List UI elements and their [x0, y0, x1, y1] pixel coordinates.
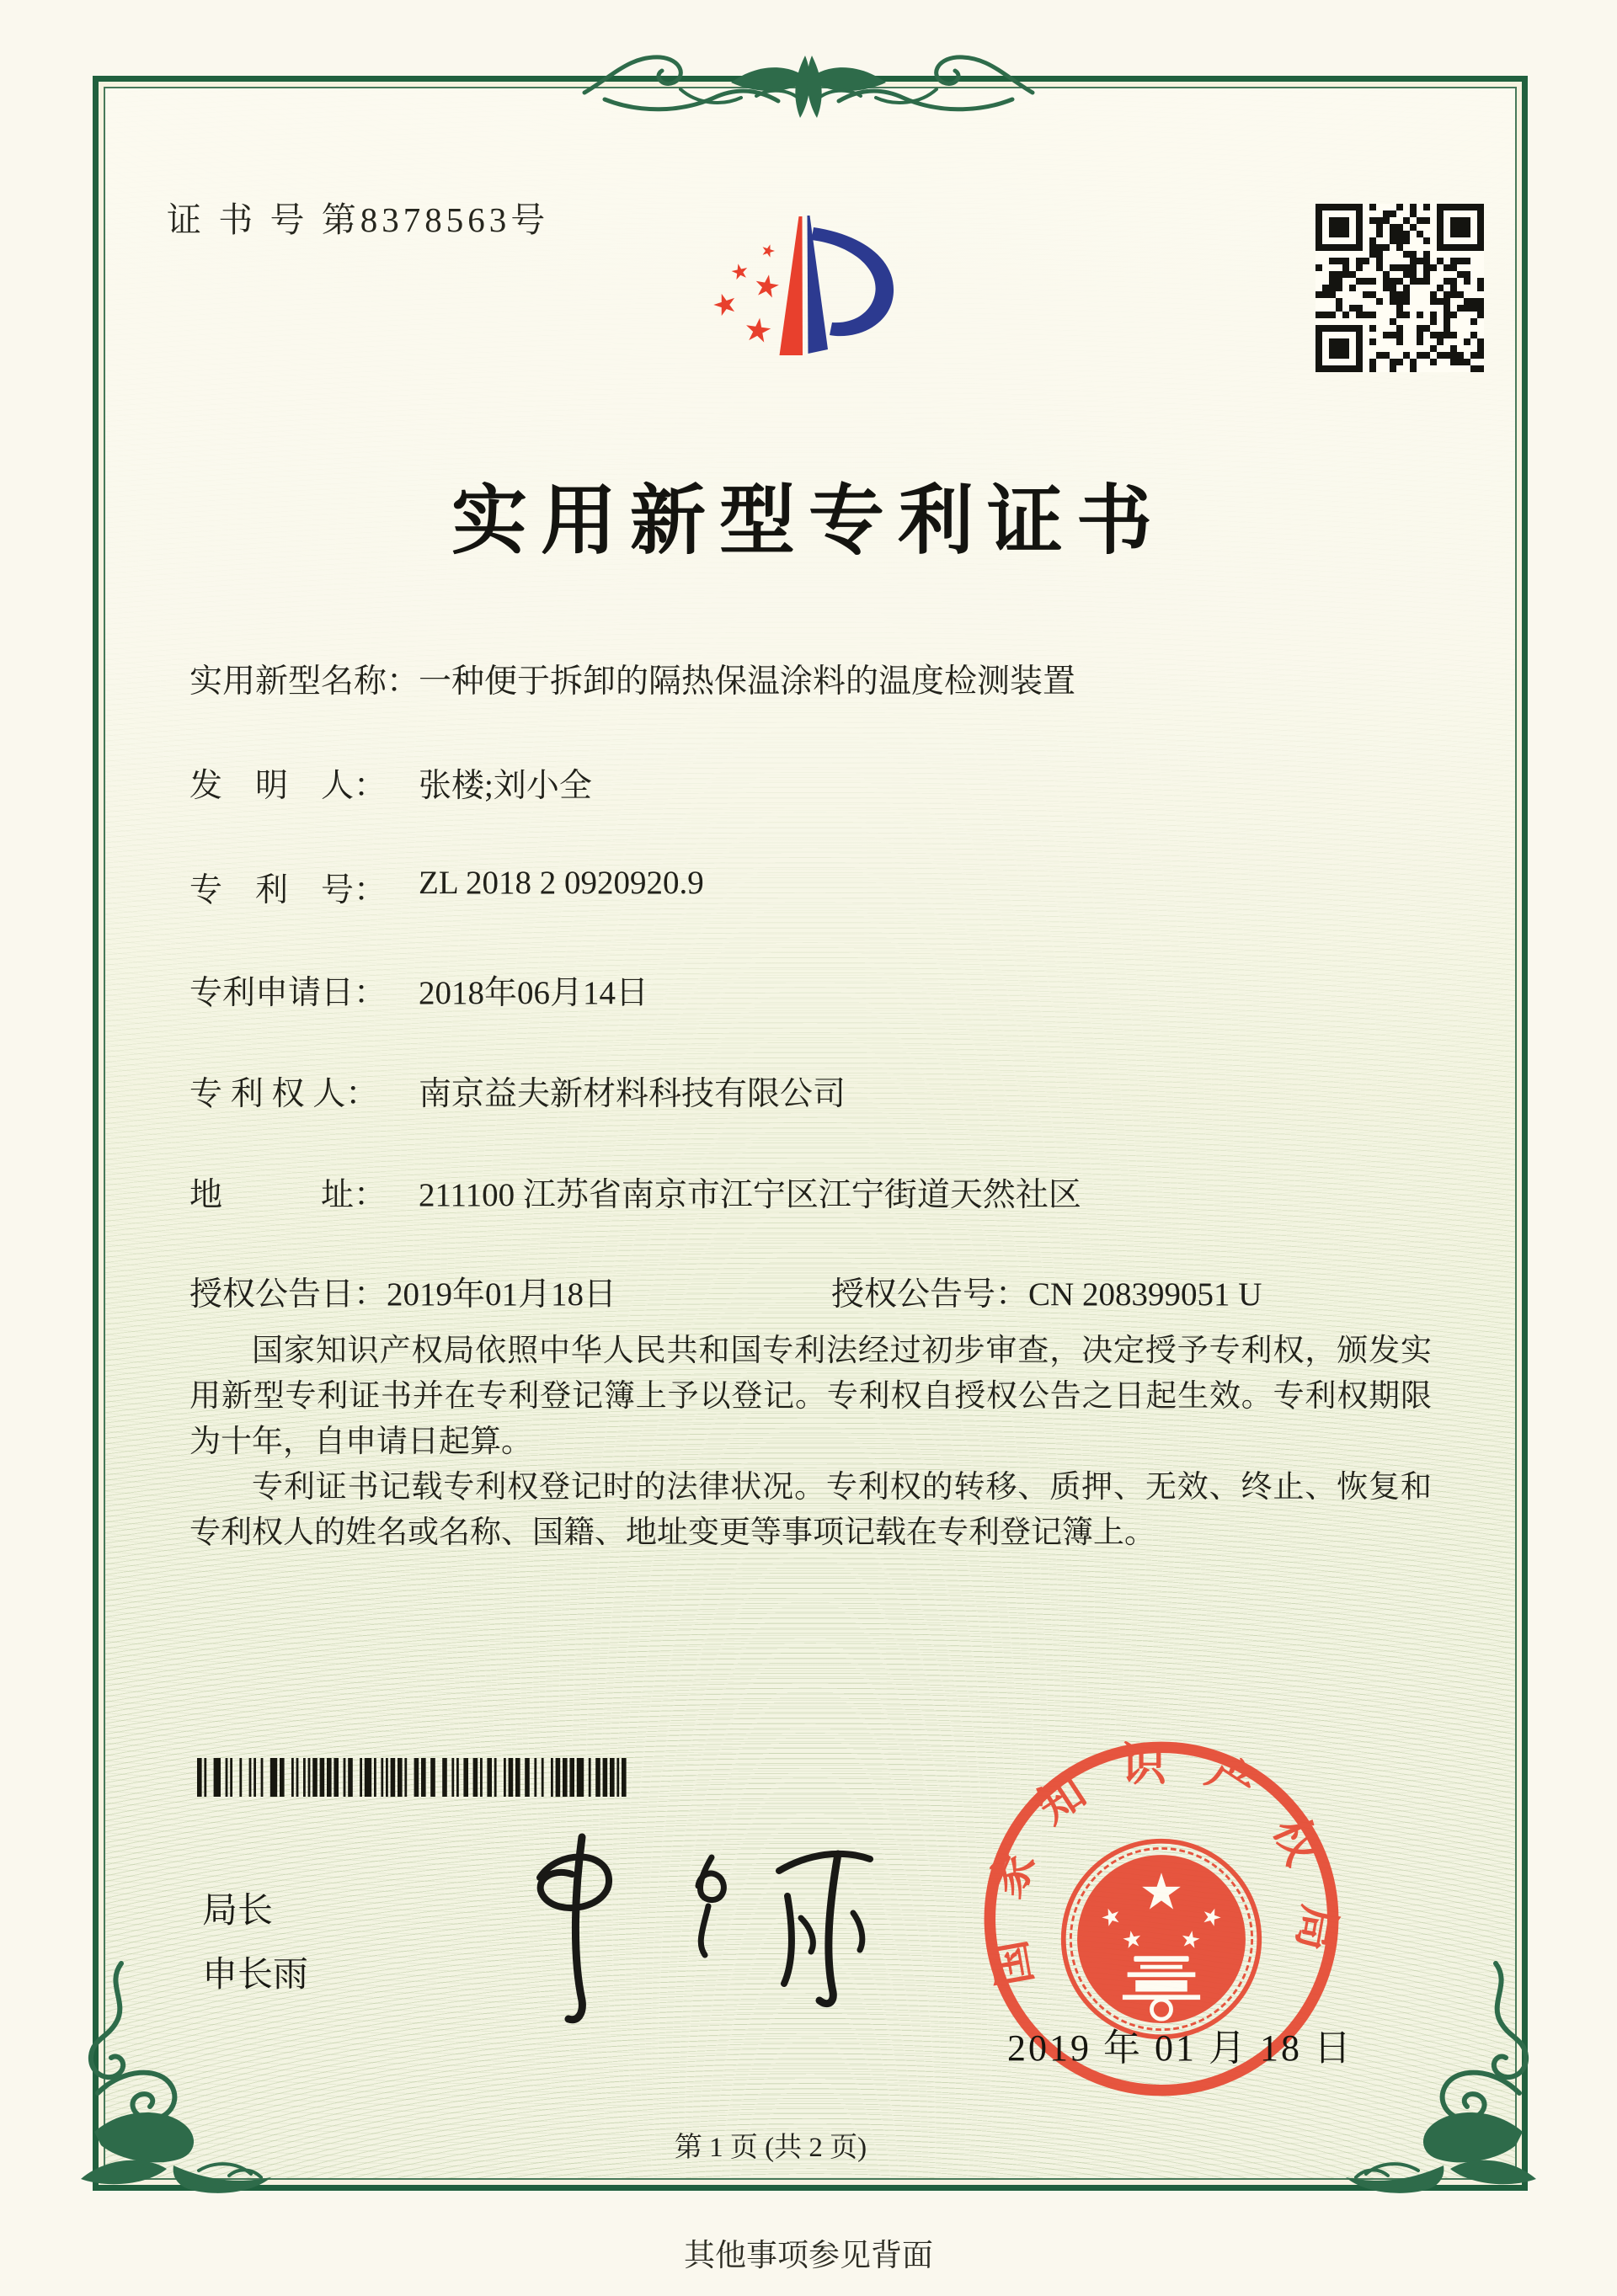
- qr-code: [1315, 204, 1484, 372]
- field-value: 南京益夫新材料科技有限公司: [419, 1076, 846, 1112]
- officer-title: 局长: [202, 1892, 274, 1931]
- handwritten-signature: [459, 1825, 918, 2046]
- seal-date: 2019 年 01 月 18 日: [1007, 2027, 1353, 2069]
- field-label: 专 利 号：: [189, 872, 387, 908]
- seal-text: 国家知识产权局: [977, 1739, 1346, 1990]
- page-number: 第 1 页 (共 2 页): [674, 2133, 867, 2163]
- back-note: 其他事项参见背面: [684, 2239, 933, 2273]
- legal-text: [189, 1329, 1432, 1556]
- top-border-center-leaves: [782, 52, 835, 123]
- grant-no-label: 授权公告号：: [831, 1276, 1029, 1313]
- field-row-inventor: [189, 759, 592, 807]
- field-label: 实用新型名称：: [189, 663, 420, 700]
- certificate-number: 证 书 号 第8378563号: [167, 200, 550, 239]
- corner-flourish-bottom-left: [72, 1958, 280, 2211]
- field-value: 2018年06月14日: [419, 975, 649, 1011]
- field-row-patentee: [189, 1068, 846, 1115]
- field-label: 专利申请日：: [189, 975, 387, 1011]
- field-value: 211100 江苏省南京市江宁区江宁街道天然社区: [419, 1177, 1081, 1213]
- field-label: 地 址：: [189, 1177, 387, 1213]
- grant-no: CN 208399051 U: [1028, 1276, 1262, 1313]
- certificate-title: 实用新型专利证书: [451, 480, 1166, 563]
- field-label: 专 利 权 人：: [189, 1076, 379, 1112]
- field-value: 张楼;刘小全: [419, 768, 592, 804]
- field-row-filing-date: [189, 967, 648, 1014]
- corner-flourish-bottom-right: [1337, 1958, 1545, 2211]
- field-row-patent-no: [189, 864, 704, 911]
- field-value: ZL 2018 2 0920920.9: [419, 865, 704, 901]
- national-emblem: [1064, 1841, 1260, 2038]
- grant-date-label: 授权公告日：: [189, 1276, 387, 1313]
- top-border-flourish-left: [579, 39, 812, 133]
- grant-row: [189, 1268, 1436, 1315]
- field-row-name: [189, 655, 1075, 702]
- legal-paragraph-2: 专利证书记载专利权登记时的法律状况。专利权的转移、质押、无效、终止、恢复和专利权人的姓名或名称、国籍、地址变更等事项记载在专利登记簿上。: [189, 1470, 1432, 1550]
- field-label: 发 明 人：: [189, 768, 387, 804]
- grant-date: 2019年01月18日: [387, 1276, 617, 1313]
- field-value: 一种便于拆卸的隔热保温涂料的温度检测装置: [419, 663, 1076, 700]
- barcode: [197, 1758, 631, 1797]
- top-border-flourish-right: [805, 39, 1038, 133]
- legal-paragraph-1: 国家知识产权局依照中华人民共和国专利法经过初步审查，决定授予专利权，颁发实用新型专利证书并在专利登记簿上予以登记。专利权自授权公告之日起生效。专利权期限为十年，自申请日起算。: [189, 1334, 1432, 1459]
- officer-name: 申长雨: [202, 1956, 309, 1995]
- field-row-address: [189, 1169, 1081, 1216]
- cnipa-logo-icon: [684, 187, 942, 394]
